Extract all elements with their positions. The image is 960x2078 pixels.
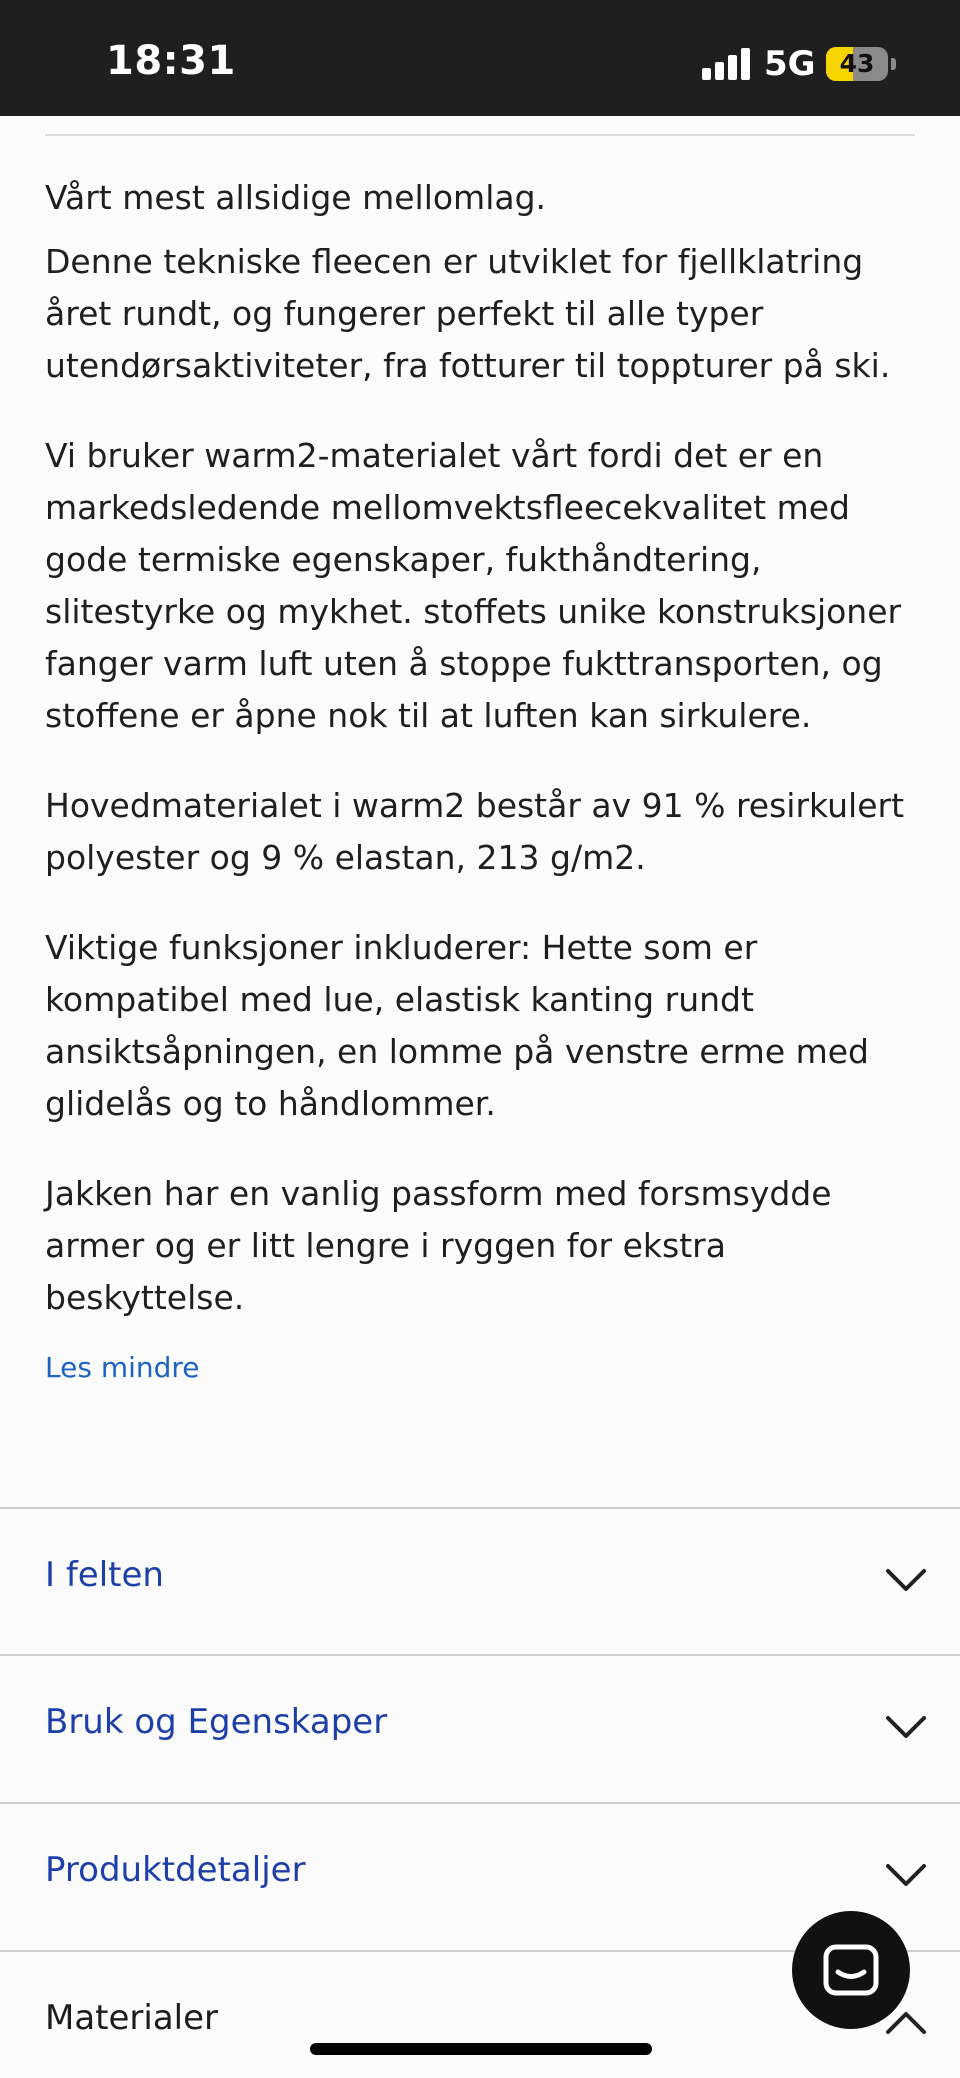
status-time: 18:31 bbox=[106, 38, 236, 84]
product-description bbox=[45, 172, 925, 1384]
description-paragraph: Denne tekniske fleecen er utviklet for fjellklatring året rundt, og fungerer perfekt til alle typer utendørsaktiviteter, fra fotturer til toppturer på ski. bbox=[45, 242, 891, 385]
accordion-label: Bruk og Egenskaper bbox=[45, 1702, 388, 1742]
description-paragraph: Viktige funksjoner inkluderer: Hette som er kompatibel med lue, elastisk kanting rundt ansiktsåpningen, en lomme på venstre erme med glidelås og to håndlommer. bbox=[45, 928, 870, 1123]
battery-level: 43 bbox=[839, 49, 875, 78]
divider bbox=[45, 134, 915, 136]
description-paragraph: Vi bruker warm2-materialet vårt fordi det er en markedsledende mellomvektsfleecekvalitet med gode termiske egenskaper, fukthåndtering, slitestyrke og mykhet. stoffets unike konstruksjoner fanger varm luft uten å stoppe fukttransporten, og stoffene er åpne nok til at luften kan sirkulere. bbox=[45, 436, 902, 735]
description-paragraph: Hovedmaterialet i warm2 består av 91 % resirkulert polyester og 9 % elastan, 213 g/m2. bbox=[45, 786, 905, 877]
accordion-bruk-og-egenskaper[interactable] bbox=[0, 1654, 960, 1802]
battery-tip bbox=[891, 58, 896, 70]
chevron-down-icon bbox=[884, 1565, 916, 1597]
read-less-link[interactable]: Les mindre bbox=[45, 1351, 200, 1384]
description-tagline: Vårt mest allsidige mellomlag. bbox=[45, 178, 547, 217]
accordion-label: I felten bbox=[45, 1555, 164, 1595]
chevron-down-icon bbox=[884, 1860, 916, 1892]
chat-button[interactable] bbox=[792, 1911, 910, 2029]
chat-icon bbox=[823, 1944, 879, 1996]
signal-strength-icon bbox=[702, 48, 750, 80]
accordion-i-felten[interactable] bbox=[0, 1507, 960, 1655]
description-paragraph: Jakken har en vanlig passform med forsmsydde armer og er litt lengre i ryggen for ekstra beskyttelse. bbox=[45, 1174, 832, 1317]
chevron-down-icon bbox=[884, 1712, 916, 1744]
home-indicator bbox=[310, 2043, 652, 2055]
network-type: 5G bbox=[764, 44, 816, 84]
status-bar bbox=[0, 0, 960, 116]
accordion-label: Produktdetaljer bbox=[45, 1850, 306, 1890]
battery-icon bbox=[826, 47, 888, 81]
accordion-label: Materialer bbox=[45, 1998, 219, 2038]
